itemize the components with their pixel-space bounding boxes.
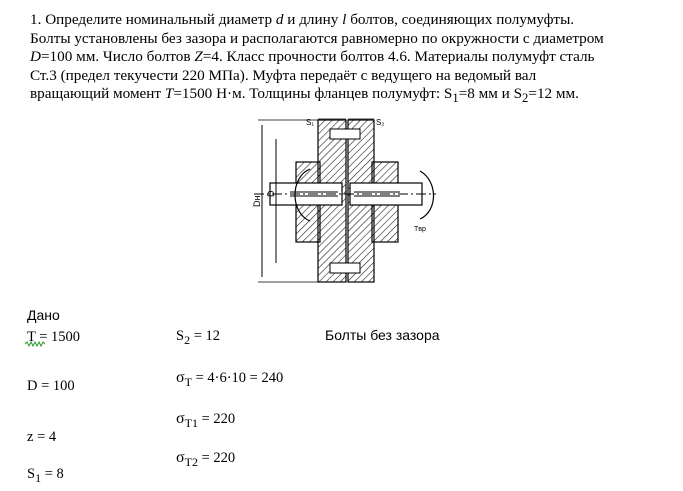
var-value: = 12 (193, 328, 221, 344)
var-name: D (27, 378, 38, 394)
text: и длину (283, 11, 343, 28)
label-dn: Dн (252, 195, 262, 207)
var-value: = 1500 (39, 329, 81, 345)
problem-statement (30, 11, 660, 108)
given-S1 (27, 466, 64, 486)
var-sub: T2 (184, 455, 198, 469)
var-name: S (176, 328, 185, 344)
text: 1. Определите номинальный диаметр (30, 11, 276, 28)
bolts-no-gap-note: Болты без зазора (325, 327, 440, 343)
var-value: = 4·6·10 = 240 (195, 370, 284, 386)
text: Ст.3 (предел текучести 220 МПа). Муфта передаёт с ведущего на ведомый вал (30, 66, 537, 84)
var-sub: 2 (184, 333, 191, 347)
var-value: = 8 (44, 466, 64, 482)
var-l: l (342, 11, 347, 28)
text: =8 мм и S (458, 85, 523, 103)
given-sigmaT2 (176, 449, 235, 470)
var-value: = 4 (37, 429, 57, 445)
var-value: = 220 (201, 450, 236, 466)
var-sub: T1 (184, 416, 198, 430)
sub: 2 (522, 91, 529, 106)
var-name: σ (176, 410, 185, 427)
given-sigmaT (176, 369, 283, 390)
var-name: T (27, 329, 36, 345)
var-sub: 1 (35, 471, 42, 485)
text: =12 мм. (528, 85, 579, 103)
text: Болты установлены без зазора и располагаются равномерно по окружности с диаметром (30, 29, 604, 47)
given-sigmaT1 (176, 410, 235, 431)
var-value: = 100 (41, 378, 75, 394)
label-d: D (266, 190, 276, 197)
text: вращающий момент (30, 85, 165, 103)
var-name: σ (176, 449, 185, 466)
text: болтов, соединяющих полумуфты. (346, 11, 575, 28)
given-heading: Дано (27, 307, 60, 323)
var-name: z (27, 429, 34, 445)
sub: 1 (452, 91, 459, 106)
given-z (27, 429, 56, 446)
given-D (27, 378, 75, 395)
var-d: d (275, 11, 284, 28)
var-sub: T (184, 375, 192, 389)
text: =100 мм. Число болтов (40, 48, 195, 66)
var-D: D (30, 48, 41, 66)
var-name: σ (176, 369, 185, 386)
label-s1: S₁ (306, 118, 315, 127)
label-s2: S₂ (376, 118, 385, 127)
coupling-drawing (250, 117, 440, 287)
text: =4. Класс прочности болтов 4.6. Материалы полумуфт сталь (202, 48, 595, 66)
given-S2 (176, 328, 220, 348)
var-T: T (164, 85, 174, 103)
text: =1500 Н·м. Толщины фланцев полумуфт: S (173, 85, 453, 103)
var-value: = 220 (201, 411, 236, 427)
var-name: S (27, 466, 36, 482)
label-tvr: Tвр (414, 226, 426, 233)
var-Z: Z (194, 48, 203, 66)
spellcheck-squiggle-icon (25, 341, 45, 347)
